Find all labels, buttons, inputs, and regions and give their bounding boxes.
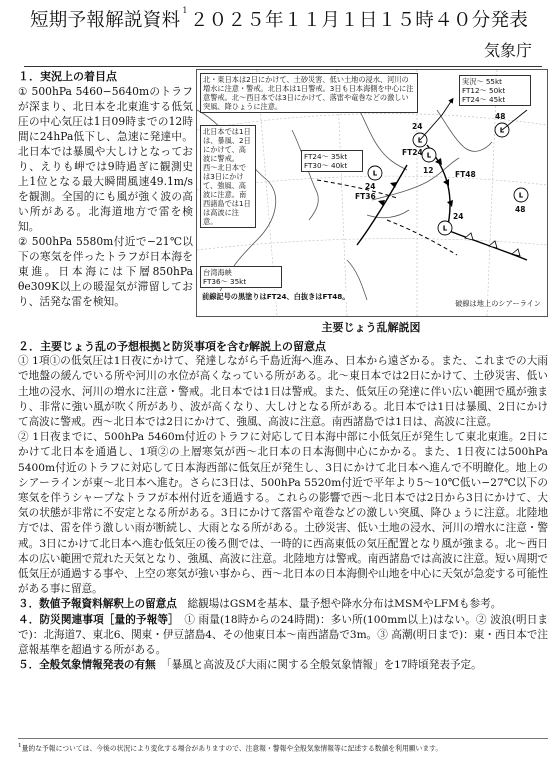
callout-wind-mid: FT24〜 35kt FT30〜 40kt [301,150,363,172]
taiwan-strait-title: 台湾海峡 [203,268,232,277]
shear-line-note: 破線は地上のシアーライン [455,299,541,308]
svg-text:L: L [372,169,378,178]
forecast-label: 48 [495,112,506,121]
callout-taiwan-strait [200,266,282,288]
svg-text:L: L [442,224,448,233]
forecast-label: 24 [412,122,423,131]
forecast-label: 48 [515,205,526,214]
svg-text:L: L [426,151,432,160]
section-5-heading: ５．全般気象情報発表の有無 [18,659,156,672]
front-legend: 前線記号の黒塗りはFT24、白抜きはFT48。 [202,292,350,301]
section-4 [18,613,548,659]
header-divider [24,66,542,67]
section-4-heading: ４．防災関連事項［量的予報等］ [18,613,174,626]
main-body [18,339,548,673]
issuer: 気象庁 [483,41,532,60]
section-1-point-2: ② 500hPa 5580m付近で−21℃以下の寒気を伴ったトラフが日本海を東進。日本海には下層850hPa θe309K以上の暖湿気が滞留しており、活発な雷を検知。 [18,235,193,308]
footnote-marker: 1 [182,6,188,15]
taiwan-strait-value: FT36〜 35kt [203,277,247,286]
section-2-point-1: ① 1項①の低気圧は1日夜にかけて、発達しながら千島近海へ進み、日本から遠ざかる。また、これまでの大雨で地盤の緩んでいる所や河川の水位が高くなっている所がある。北〜東日本では2日にかけて、土砂災害、低い土地の浸水、河川の増水に注意・警戒。北日本では1日は警戒。また、低気圧の発達に伴い広い範囲で風が強まり、非常に強い風が吹く所があり、波が高くなり、大しけとなる所がある。北日本では1日は暴風、2日にかけて高波に警戒。西〜北日本では2日にかけて、強風、高波に注意。南西諸島では1日は、高波に注意。 [18,355,548,429]
header [18,4,548,68]
forecast-label: 12 [423,166,434,175]
section-4-text: ① 雨量(18時からの24時間)：多い所(100mm以上)はない。② 波浪(明日まで)：北海道7、東北6、関東・伊豆諸島4、その他東日本〜南西諸島で3m。③ 高潮(明日まで)：東・西日本で注意報基準を超過する所がある。 [18,613,549,657]
ft-label: FT24 [402,148,423,157]
callout-warning-west: 北日本では1日は、暴風、2日にかけて、高波に警戒。西〜北日本では3日にかけて、強風、高波に注意。南西諸島では1日は高波に注意。 [200,125,256,228]
svg-text:L: L [417,136,423,145]
ft-label: FT48 [455,170,476,179]
footnote: $^1$量的な予報については、今後の状況により変化する場合がありますので、注意報・警報や全般気象情報等に記述する数値を利用願います。 [18,738,548,753]
section-1-point-1: ① 500hPa 5460−5640mのトラフが深まり、北日本を北東進する低気圧の中心気圧は1日09時までの12時間に24hPa低下し、急速に発達中。北日本では暴風や大しけとなっており、えりも岬では9時過ぎに観測史上1位となる最大瞬間風速49.1m/sを観測。全国的にも風が強く波の高い所がある。北海道地方で雷を検知。 [18,85,193,233]
section-1-heading: １．実況上の着目点 [18,70,117,83]
section-5-text: 「暴風と高波及び大雨に関する全般気象情報」を17時頃発表予定。 [166,659,482,672]
callout-north-east-japan: 北・東日本は2日にかけて、土砂災害、低い土地の浸水、河川の増水に注意・警戒。北日本は1日警戒。3日も日本海側を中心に注意警戒。北〜西日本では3日にかけて、落雷や竜巻などの激しい突風、降ひょうに注意。 [200,73,418,113]
section-5 [18,658,548,673]
section-2-heading: ２．主要じょう乱の予想根拠と防災事項を含む解説上の留意点 [18,340,326,353]
document-title: 短期予報解説資料 $^1$ ２０２５年１１月１日１５時４０分発表 [30,6,529,31]
section-1 [18,69,193,309]
callout-wind-speed: 実況〜 55kt FT12〜 50kt FT24〜 45kt [459,75,531,106]
forecast-label: 24 [365,182,376,191]
section-2-point-2: ② 1日夜までに、500hPa 5460m付近のトラフに対応して日本海中部に小低気圧が発生して東北東進。2日にかけて北日本を通過し、1項②の上層寒気が西〜北日本の日本海側中心にかかる。また、1日夜には500hPa 5400m付近のトラフに対応して日本海西部に低気圧が発生し、3日にかけて北日本へ進んで不明瞭化。地上のシアーラインが東〜北日本へ進む。さらに3日は、500hPa 5520m付近で平年より5〜10℃低い−27℃以下の寒気を伴うシャープなトラフが本州付近を通過する。これらの影響で西〜北日本では2日から3日にかけて、大気の状態が非常に不安定となる所がある。3日にかけて落雷や竜巻などの激しい突風、降ひょうに注意。北陸地方では、雷を伴う激しい雨が断続し、大雨となる所がある。土砂災害、低い土地の浸水、河川の増水に注意・警戒。3日にかけて北日本へ進む低気圧の後ろ側では、一時的に西高東低の気圧配置となり風が強まる。北〜西日本の広い範囲で荒れた天気となり、強風、高波に注意。北陸地方は警戒。南西諸島では高波に注意。短い周期で低気圧が通過する事や、上空の寒気が強い事から、西〜北日本の日本海側や山地を中心に天気が急変する可能性がある事に留意。 [18,431,548,596]
svg-text:L: L [499,126,505,135]
analysis-map [196,69,546,334]
map-caption: 主要じょう乱解説図 [321,321,421,334]
ft-label: FT36 [355,192,376,201]
svg-text:L: L [518,191,524,200]
section-3-heading: ３．数値予報資料解釈上の留意点 [18,598,177,611]
map-frame [196,69,548,317]
section-3 [18,597,548,612]
section-3-text: 総観場はGSMを基本、量予想や降水分布はMSMやLFMも参考。 [187,598,502,611]
forecast-label: 24 [453,212,464,221]
